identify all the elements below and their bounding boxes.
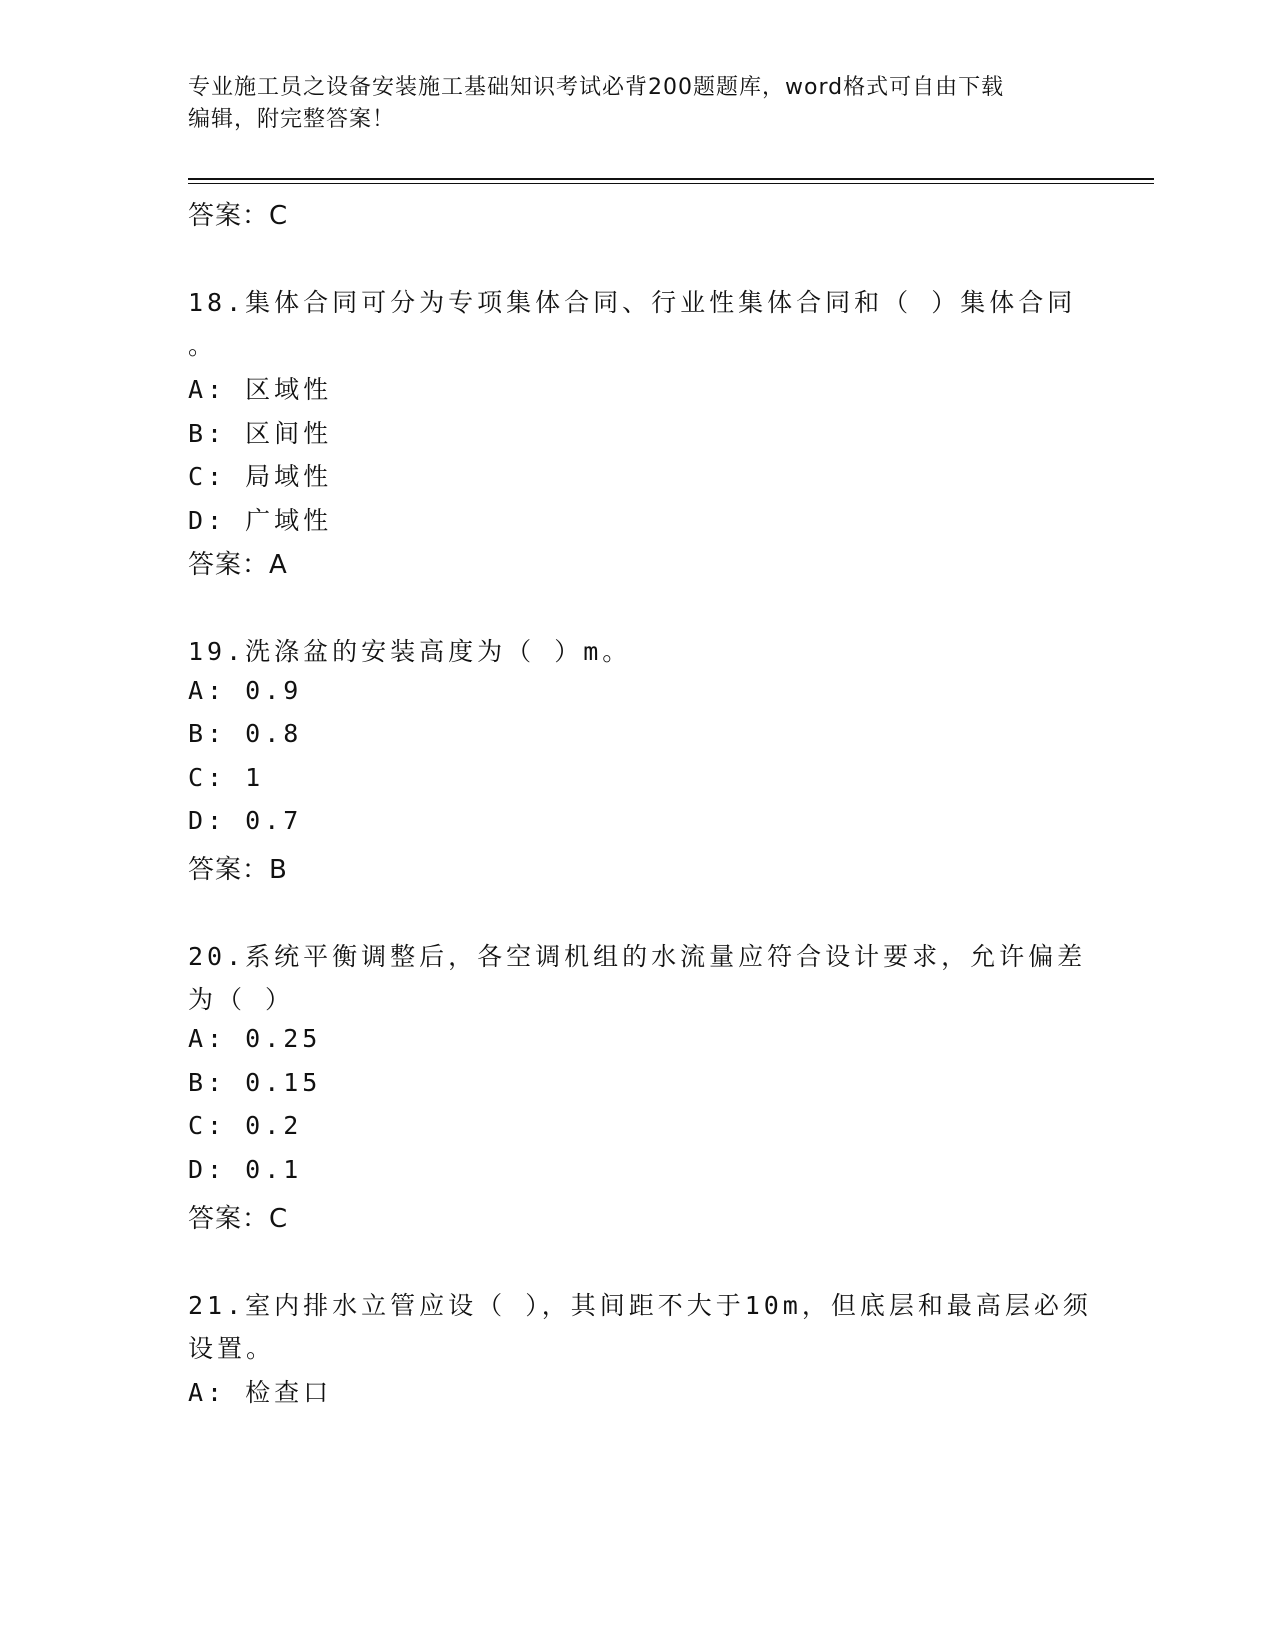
previous-answer: 答案：C <box>188 201 289 231</box>
question-18-stem-continued: 。 <box>188 331 218 360</box>
question-18-option-c: C: 局域性 <box>188 462 333 491</box>
question-20-answer: 答案：C <box>188 1204 289 1234</box>
question-21-stem: 21.室内排水立管应设（ ），其间距不大于10m，但底层和最高层必须 <box>188 1291 1092 1320</box>
question-20-stem-continued: 为（ ） <box>188 985 295 1014</box>
question-18-option-a: A: 区域性 <box>188 375 333 404</box>
question-19-option-d: D: 0.7 <box>188 806 303 835</box>
document-header <box>188 72 1088 136</box>
question-19-option-c: C: 1 <box>188 763 265 792</box>
question-18-option-d: D: 广域性 <box>188 506 333 535</box>
question-20-option-a: A: 0.25 <box>188 1024 322 1053</box>
question-20-option-d: D: 0.1 <box>188 1155 303 1184</box>
question-21-stem-continued: 设置。 <box>188 1334 276 1363</box>
question-18-answer: 答案：A <box>188 550 288 580</box>
header-line-2: 编辑，附完整答案！ <box>188 107 396 132</box>
question-19-option-a: A: 0.9 <box>188 676 303 705</box>
header-line-1: 专业施工员之设备安装施工基础知识考试必背200题题库，word格式可自由下载 <box>188 75 1005 100</box>
question-18-stem: 18.集体合同可分为专项集体合同、行业性集体合同和（ ）集体合同 <box>188 288 1077 317</box>
header-divider-thick <box>188 178 1154 180</box>
question-20-stem: 20.系统平衡调整后，各空调机组的水流量应符合设计要求，允许偏差 <box>188 942 1087 971</box>
question-19-answer: 答案：B <box>188 855 288 885</box>
question-18-option-b: B: 区间性 <box>188 419 333 448</box>
question-19-stem: 19.洗涤盆的安装高度为（ ）m。 <box>188 637 632 666</box>
header-divider-thin <box>188 183 1154 184</box>
question-19-option-b: B: 0.8 <box>188 719 303 748</box>
question-20-option-b: B: 0.15 <box>188 1068 322 1097</box>
question-21-option-a: A: 检查口 <box>188 1378 333 1407</box>
question-20-option-c: C: 0.2 <box>188 1111 303 1140</box>
